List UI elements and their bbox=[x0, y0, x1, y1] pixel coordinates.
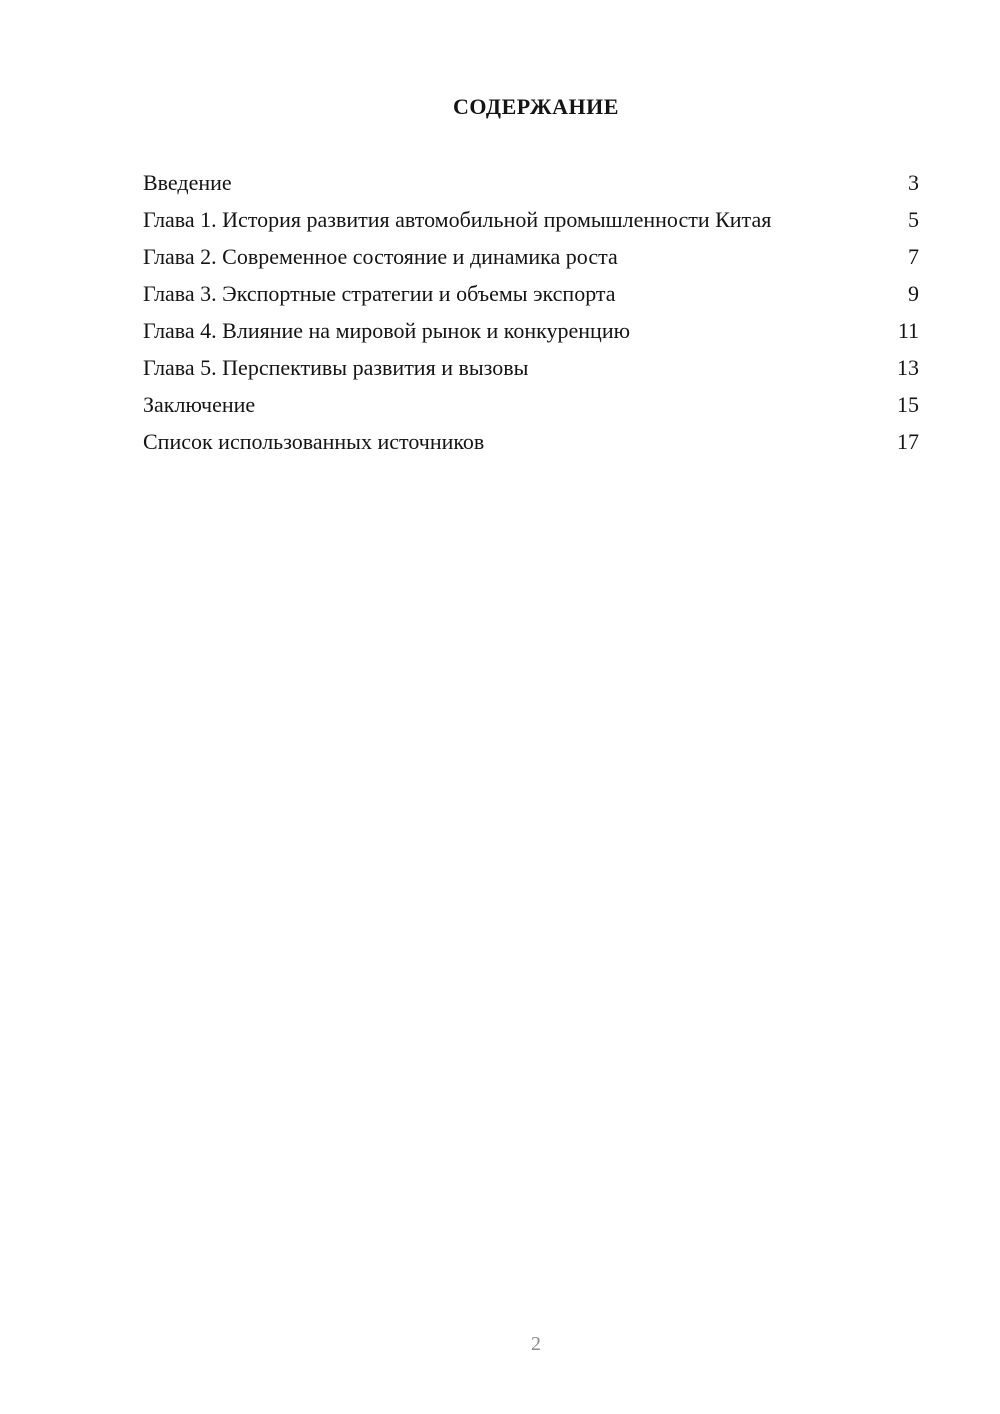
toc-entry-label: Глава 3. Экспортные стратегии и объемы экспорта bbox=[143, 281, 616, 306]
table-of-contents bbox=[143, 170, 919, 466]
toc-entry-conclusion[interactable] bbox=[143, 392, 919, 418]
toc-entry-chapter-5[interactable] bbox=[143, 355, 919, 381]
toc-entry-chapter-4[interactable] bbox=[143, 318, 919, 344]
page-number: 2 bbox=[531, 1333, 541, 1355]
toc-entry-chapter-3[interactable] bbox=[143, 281, 919, 307]
toc-entry-label: Глава 2. Современное состояние и динамика роста bbox=[143, 244, 618, 269]
toc-entry-page: 15 bbox=[897, 392, 919, 417]
toc-entry-chapter-2[interactable] bbox=[143, 244, 919, 270]
toc-entry-page: 17 bbox=[897, 429, 919, 454]
toc-entry-label: Введение bbox=[143, 170, 232, 195]
toc-entry-label: Список использованных источников bbox=[143, 429, 485, 454]
toc-entry-label: Глава 4. Влияние на мировой рынок и конкуренцию bbox=[143, 318, 631, 343]
toc-entry-references[interactable] bbox=[143, 429, 919, 455]
page-title: СОДЕРЖАНИЕ bbox=[453, 94, 619, 119]
toc-entry-page: 11 bbox=[897, 318, 919, 343]
toc-entry-page: 7 bbox=[908, 244, 919, 269]
toc-entry-label: Глава 1. История развития автомобильной промышленности Китая bbox=[143, 207, 772, 232]
toc-entry-label: Заключение bbox=[143, 392, 256, 417]
toc-entry-chapter-1[interactable] bbox=[143, 207, 919, 233]
toc-entry-page: 5 bbox=[908, 207, 919, 232]
toc-entry-page: 9 bbox=[908, 281, 919, 306]
toc-entry-introduction[interactable] bbox=[143, 170, 919, 196]
toc-entry-page: 13 bbox=[897, 355, 919, 380]
toc-entry-label: Глава 5. Перспективы развития и вызовы bbox=[143, 355, 529, 380]
toc-entry-page: 3 bbox=[908, 170, 919, 195]
